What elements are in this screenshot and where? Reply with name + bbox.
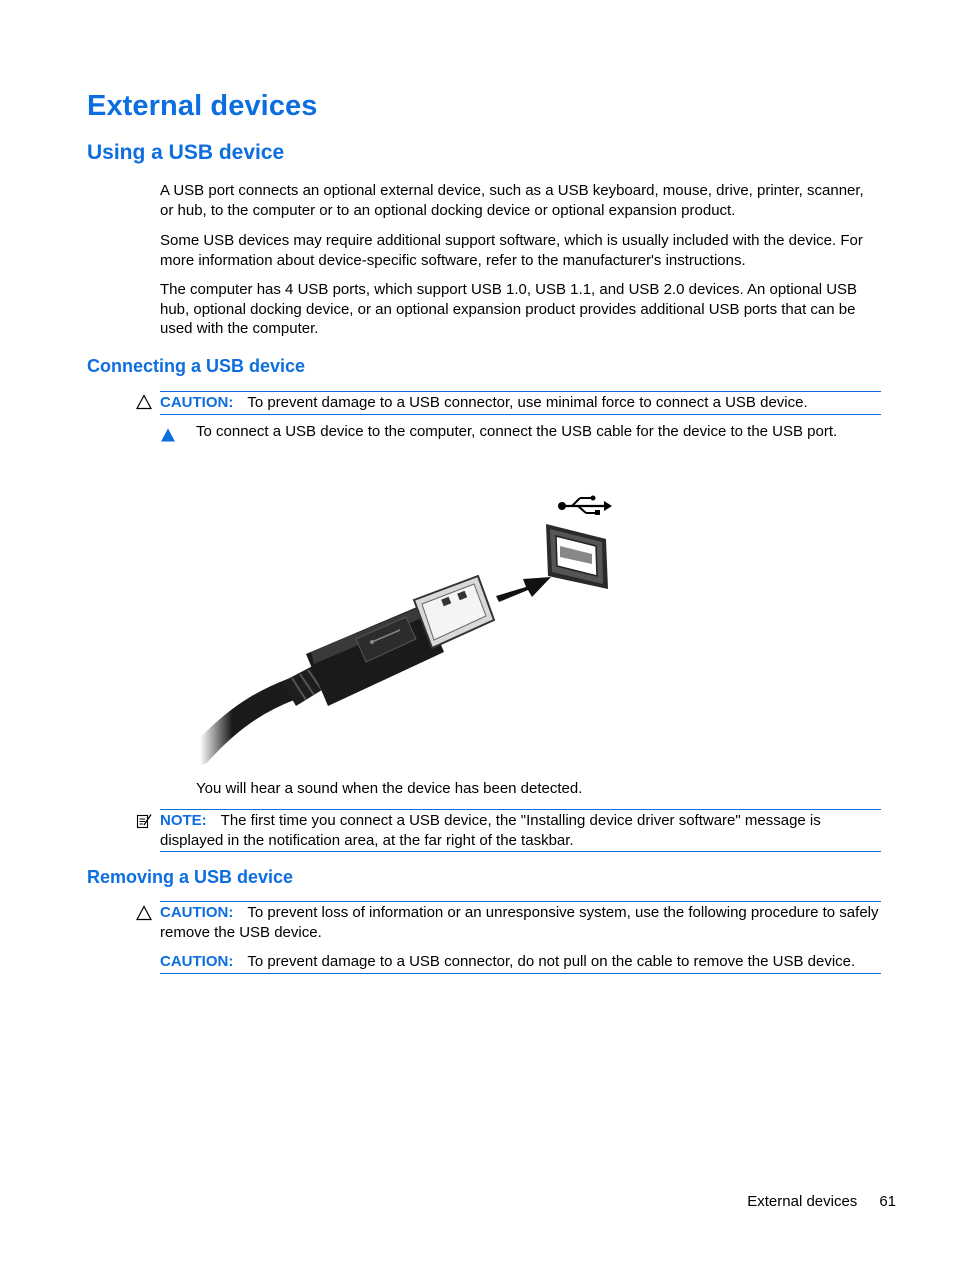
page-footer — [747, 1193, 896, 1210]
step-triangle-icon — [160, 427, 176, 443]
removing-title: Removing a USB device — [87, 867, 294, 887]
caution-label: CAUTION: — [160, 953, 234, 970]
connecting-title: Connecting a USB device — [87, 356, 306, 376]
insert-arrow-icon — [496, 577, 551, 602]
caution-box-remove-info — [160, 901, 881, 942]
note-icon — [136, 813, 152, 829]
note-label: NOTE: — [160, 812, 207, 829]
caution-text: To prevent damage to a USB connector, use minimal force to connect a USB device. — [247, 394, 808, 411]
caution-triangle-icon — [136, 905, 152, 921]
caution-text: To prevent damage to a USB connector, do not pull on the cable to remove the USB device. — [247, 953, 856, 970]
section-title: Using a USB device — [87, 141, 285, 164]
usb-ports-paragraph: The computer has 4 USB ports, which support USB 1.0, USB 1.1, and USB 2.0 devices. An optional USB hub, optional docking device, or an optional expansion product provides additional USB ports that can be used with the computer. — [160, 281, 858, 337]
caution-box-connect — [160, 391, 881, 415]
caution-box-remove-cable — [160, 952, 881, 974]
caution-text: To prevent loss of information or an unresponsive system, use the following procedure to safely remove the USB device. — [160, 904, 879, 941]
usb-port — [546, 524, 608, 589]
page-title: External devices — [87, 90, 318, 122]
page-number: 61 — [879, 1193, 896, 1210]
usb-connector-illustration — [196, 484, 616, 768]
caution-triangle-icon — [136, 394, 152, 410]
usb-software-paragraph: Some USB devices may require additional support software, which is usually included with the device. For more information about device-specific software, refer to the manufacturer's instructions. — [160, 232, 863, 269]
caution-label: CAUTION: — [160, 904, 234, 921]
detection-sound-text: You will hear a sound when the device has been detected. — [196, 780, 583, 797]
usb-symbol-icon — [558, 496, 612, 516]
note-box — [160, 809, 881, 852]
caution-label: CAUTION: — [160, 394, 234, 411]
footer-section: External devices — [747, 1193, 858, 1210]
step-text: To connect a USB device to the computer, connect the USB cable for the device to the USB port. — [196, 423, 838, 440]
note-text: The first time you connect a USB device, the "Installing device driver software" message is displayed in the notification area, at the far right of the taskbar. — [160, 812, 821, 849]
usb-intro-paragraph: A USB port connects an optional external device, such as a USB keyboard, mouse, drive, printer, scanner, or hub, to the computer or to an optional docking device or optional expansion product. — [160, 182, 864, 219]
usb-plug — [306, 576, 494, 706]
